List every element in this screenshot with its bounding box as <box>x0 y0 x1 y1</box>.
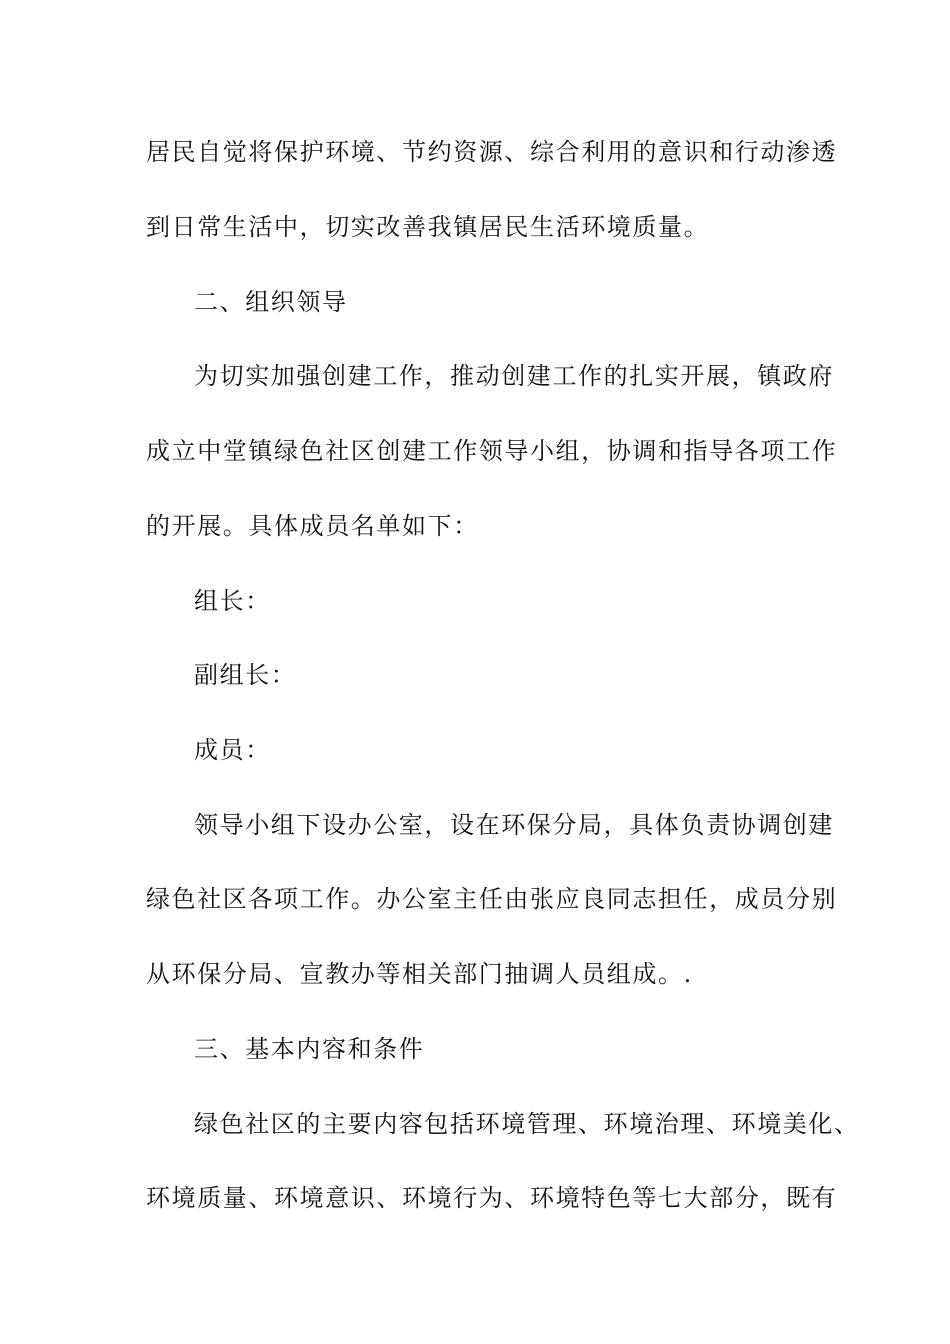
paragraph-line: 居民自觉将保护环境、节约资源、综合利用的意识和行动渗透 <box>146 138 838 166</box>
list-item: 组长： <box>194 587 271 615</box>
paragraph-line: 到日常生活中，切实改善我镇居民生活环境质量。 <box>146 213 710 241</box>
paragraph-line: 从环保分局、宣教办等相关部门抽调人员组成。. <box>146 960 693 988</box>
paragraph-line: 环境质量、环境意识、环境行为、环境特色等七大部分，既有 <box>146 1184 838 1212</box>
paragraph-line: 的开展。具体成员名单如下： <box>146 512 479 540</box>
list-item: 副组长： <box>194 661 297 689</box>
paragraph-line: 绿色社区的主要内容包括环境管理、环境治理、环境美化、 <box>194 1110 860 1138</box>
paragraph-line: 绿色社区各项工作。办公室主任由张应良同志担任，成员分别 <box>146 885 838 913</box>
section-heading: 三、基本内容和条件 <box>194 1035 425 1063</box>
paragraph-line: 领导小组下设办公室，设在环保分局，具体负责协调创建 <box>194 811 834 839</box>
paragraph-line: 为切实加强创建工作，推动创建工作的扎实开展，镇政府 <box>194 362 834 390</box>
list-item: 成员： <box>194 736 271 764</box>
paragraph-line: 成立中堂镇绿色社区创建工作领导小组，协调和指导各项工作 <box>146 437 838 465</box>
section-heading: 二、组织领导 <box>194 288 348 316</box>
